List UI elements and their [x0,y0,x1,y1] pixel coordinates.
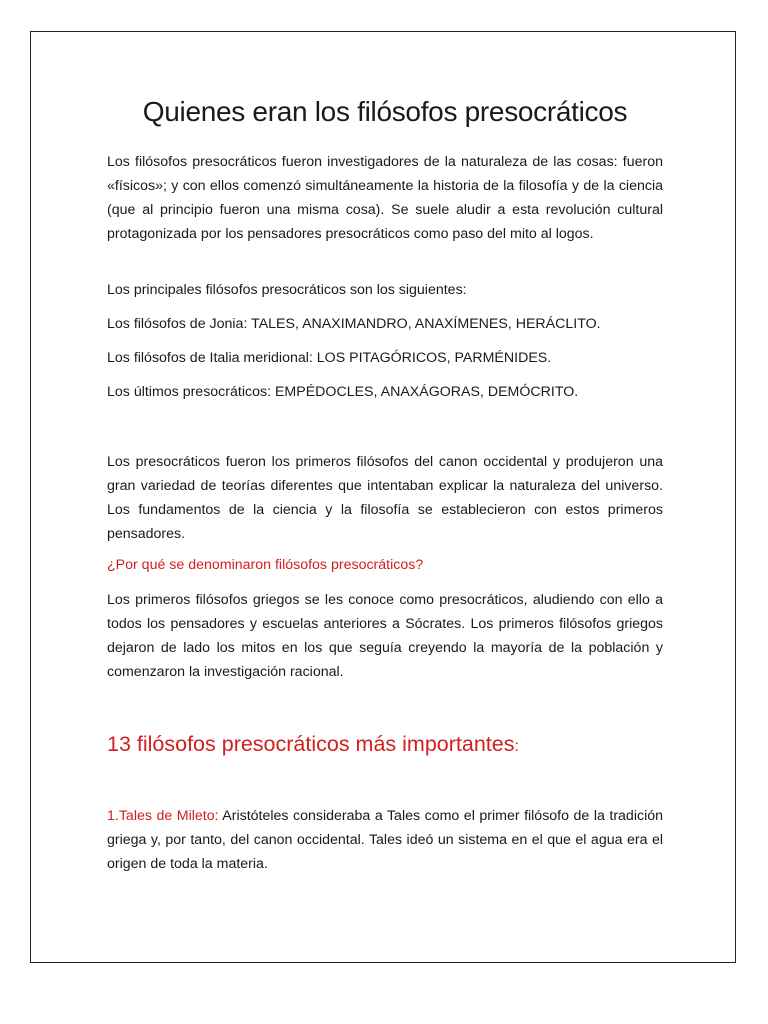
question-heading: ¿Por qué se denominaron filósofos presocráticos? [107,557,424,573]
group-label: Los filósofos de Jonia: [107,316,248,332]
section-heading [107,732,663,757]
page-title: Quienes eran los filósofos presocráticos [142,96,628,127]
tales-label: 1.Tales de Mileto: [107,808,219,824]
section-heading-colon: : [514,738,519,755]
group-label: Los filósofos de Italia meridional: [107,350,313,366]
paragraph-origen-nombre: Los primeros filósofos griegos se les conoce como presocráticos, aludiendo con ello a todos los pensadores y escuelas anteriores a Sócrates. Los primeros filósofos griegos dejaron de lado los mitos en los que seguía creyendo la mayoría de la población y comenzaron la investigación racional. [107,592,663,680]
group-names: EMPÉDOCLES, ANAXÁGORAS, DEMÓCRITO. [271,384,579,400]
section-heading-text: 13 filósofos presocráticos más importantes [107,732,515,756]
intro-paragraph: Los filósofos presocráticos fueron investigadores de la naturaleza de las cosas: fueron «físicos»; y con ellos comenzó simultáneamente la historia de la filosofía y de la ciencia (que al principio fueron una misma cosa). Se suele aludir a esta revolución cultural protagonizada por los pensadores presocráticos como paso del mito al logos. [107,154,663,242]
tales-text: Aristóteles consideraba a Tales como el primer filósofo de la tradición griega y, por tanto, del canon occidental. Tales ideó un sistema en el que el agua era el origen de toda la materia. [107,808,663,872]
principales-line: Los principales filósofos presocráticos son los siguientes: [107,282,467,298]
group-ultimos [107,380,663,404]
group-names: LOS PITAGÓRICOS, PARMÉNIDES. [312,350,552,366]
group-label: Los últimos presocráticos: [107,384,272,400]
group-names: TALES, ANAXIMANDRO, ANAXÍMENES, HERÁCLITO. [247,316,601,332]
group-italia [107,346,663,370]
group-jonia [107,312,663,336]
paragraph-canon: Los presocráticos fueron los primeros filósofos del canon occidental y produjeron una gran variedad de teorías diferentes que intentaban explicar la naturaleza del universo. Los fundamentos de la ciencia y la filosofía se establecieron con estos primeros pensadores. [107,454,663,542]
document-page [30,31,736,963]
tales-paragraph [107,804,663,876]
